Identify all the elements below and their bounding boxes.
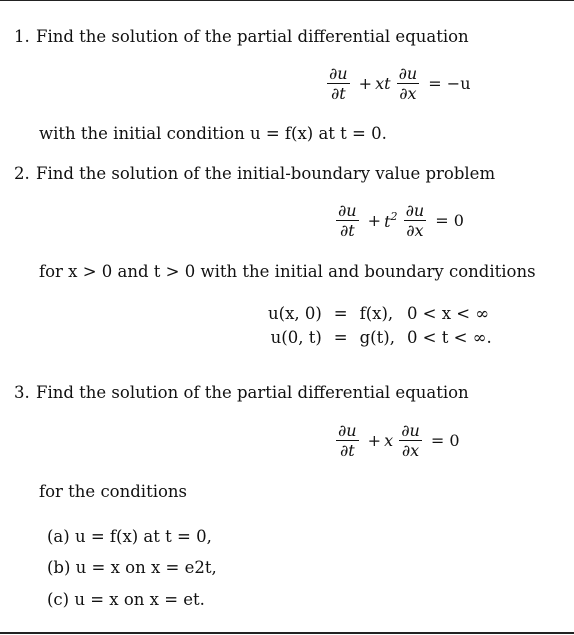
problem-2-statement [14, 164, 495, 184]
problem-1-statement [14, 27, 469, 47]
problem-1-followup: with the initial condition u = f(x) at t = 0. [39, 124, 387, 143]
problem-3-text: Find the solution of the partial differential equation [36, 383, 469, 402]
problem-3-statement [14, 383, 469, 403]
equation-rhs: = −u [428, 74, 471, 93]
du-dt-fraction: $\frac{\partial u}{\partial t}$ [338, 421, 357, 460]
bottom-border [0, 632, 574, 634]
equation-rhs: = 0 [430, 431, 460, 450]
boundary-conditions [262, 302, 498, 350]
problem-3-equation: $\frac{\partial u}{\partial t}$ + x $\frac{\partial u}{\partial x}$ = 0 [335, 421, 463, 460]
problem-3-followup: for the conditions [39, 482, 188, 501]
problem-1-number: 1. [14, 27, 30, 46]
du-dx-fraction: $\frac{\partial u}{\partial x}$ [405, 201, 425, 240]
problem-2-followup: for x > 0 and t > 0 with the initial and boundary conditions [39, 262, 536, 281]
du-dt-fraction: $\frac{\partial u}{\partial t}$ [329, 64, 348, 103]
problem-1-equation: $\frac{\partial u}{\partial t}$ + xt $\frac{\partial u}{\partial x}$ = −u [326, 64, 474, 103]
problem-3-part-a: (a) u = f(x) at t = 0, [47, 527, 212, 546]
equation-rhs: = 0 [435, 211, 464, 230]
du-dt-fraction: $\frac{\partial u}{\partial t}$ [338, 201, 357, 240]
condition-row: u(x, 0) = f(x), 0 < x < ∞ [268, 304, 490, 323]
top-border [0, 0, 574, 1]
problem-3-part-c: (c) u = x on x = et. [47, 590, 205, 609]
du-dx-fraction: $\frac{\partial u}{\partial x}$ [401, 421, 420, 460]
problem-3-number: 3. [14, 383, 30, 402]
problem-2-equation: $\frac{\partial u}{\partial t}$ + $t^2$ $\frac{\partial u}{\partial x}$ = 0 [335, 201, 467, 240]
problem-3-part-b: (b) u = x on x = e2t, [47, 558, 217, 577]
problem-1-text: Find the solution of the partial differential equation [36, 27, 469, 46]
du-dx-fraction: $\frac{\partial u}{\partial x}$ [398, 64, 418, 103]
problem-2-number: 2. [14, 164, 30, 183]
problem-2-text: Find the solution of the initial-boundary value problem [36, 164, 496, 183]
condition-row: u(0, t) = g(t), 0 < t < ∞. [270, 328, 492, 347]
